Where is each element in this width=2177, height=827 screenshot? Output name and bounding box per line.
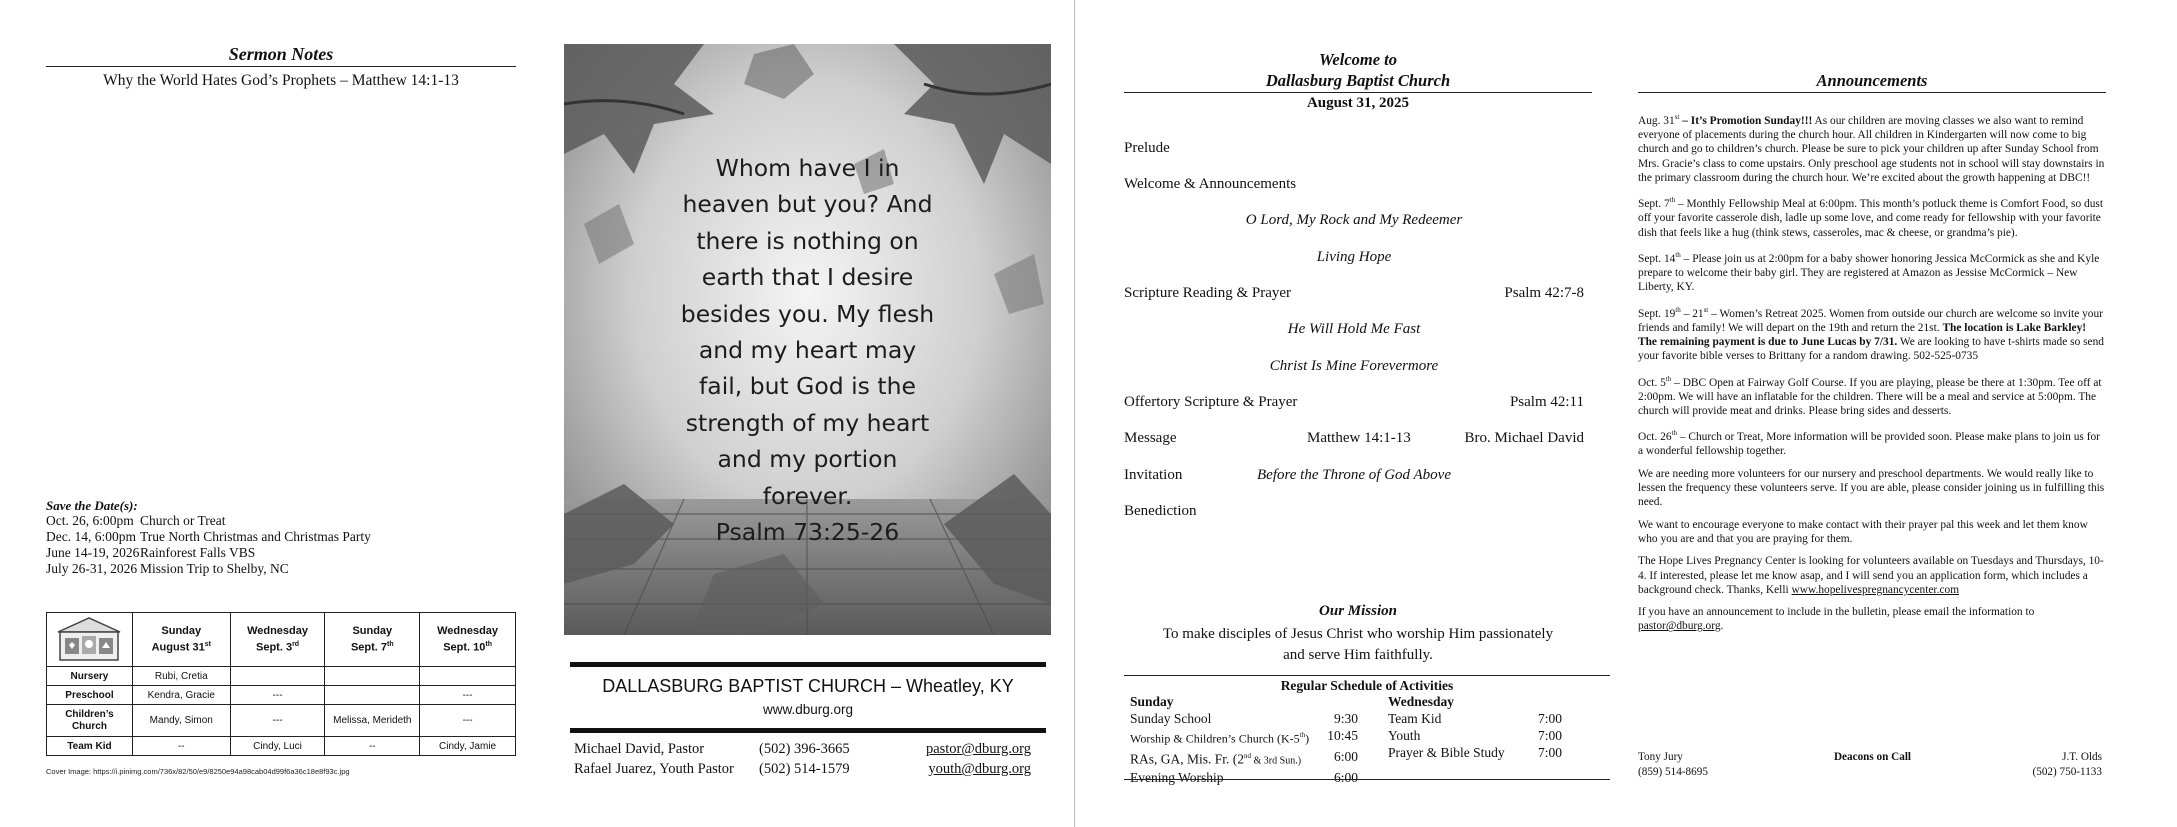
verse-line: strength of my heart <box>685 408 930 437</box>
cover-image-credit: Cover Image: https://i.pinimg.com/736x/82/50/e9/8250e94a98cab04d99f6a36c18e8f93c.jpg <box>46 767 350 776</box>
family-logo-icon <box>54 614 124 662</box>
table-row <box>47 737 516 756</box>
pastor-email-link[interactable]: pastor@dburg.org <box>1638 620 1721 633</box>
event-name: Church or Treat <box>140 513 226 528</box>
table-cell <box>325 686 420 705</box>
verse-line: fail, but God is the <box>699 372 916 401</box>
table-cell: Cindy, Luci <box>230 737 325 756</box>
save-the-date-list <box>46 513 371 577</box>
announcement-item: Sept. 7th – Monthly Fellowship Meal at 6:00pm. This month’s potluck theme is Comfort Food, so dust off your favorite casserole dish, ladle up some love, and come ready for fellowship with your favorite dish that feels like a hug (think stews, casseroles, mac & cheese, or grandma’s pie). <box>1638 196 2103 239</box>
table-cell: -- <box>325 737 420 756</box>
welcome-rule <box>1124 92 1592 93</box>
schedule-rule-bottom <box>1124 779 1610 780</box>
scripture-reference: Psalm 42:7-8 <box>1504 285 1584 301</box>
worship-item-label: Message <box>1124 430 1177 446</box>
mission-line: To make disciples of Jesus Christ who worship Him passionately <box>1162 626 1554 642</box>
table-cell: --- <box>230 705 325 737</box>
worship-item-message <box>1124 429 1584 447</box>
event-name: Rainforest Falls VBS <box>140 545 256 560</box>
sermon-notes-rule <box>46 66 516 67</box>
save-the-date-heading: Save the Date(s): <box>46 498 138 513</box>
event-date: July 26-31, 2026 <box>46 561 138 576</box>
worship-item-offertory <box>1124 393 1584 411</box>
event-date: June 14-19, 2026 <box>46 545 140 560</box>
sermon-title: Why the World Hates God’s Prophets – Matthew 14:1-13 <box>103 72 459 89</box>
table-cell: Mandy, Simon <box>132 705 230 737</box>
list-item <box>46 529 371 545</box>
deacon-phone: (859) 514-8695 <box>1638 766 1708 778</box>
announcement-item: Oct. 26th – Church or Treat, More information will be provided soon. Please make plans to join us for a wonderful fellowship together. <box>1638 429 2100 458</box>
verse-line: earth that I desire <box>701 263 914 292</box>
table-cell: --- <box>420 686 516 705</box>
list-item <box>46 513 371 529</box>
announcement-item: The Hope Lives Pregnancy Center is looking for volunteers available on Tuesdays and Thursdays, 10-4. If interested, please let me know asap, and I will send you an application form, which includes a background check. Thanks, Kelli www.hopelivespregnancycenter.com <box>1638 555 2104 596</box>
service-date: August 31, 2025 <box>1306 95 1410 111</box>
list-item: Sunday School 9:30 <box>1130 711 1358 726</box>
deacons-heading: Deacons on Call <box>1833 751 1912 763</box>
verse-line: besides you. My flesh <box>680 299 935 328</box>
sermon-notes-title: Sermon Notes <box>228 44 334 64</box>
deacon-name: J.T. Olds <box>2062 751 2102 763</box>
staff-phone: (502) 514-1579 <box>759 761 850 777</box>
worship-song: Living Hope <box>1316 249 1392 265</box>
church-website: www.dburg.org <box>762 702 854 717</box>
announcement-item: We are needing more volunteers for our nursery and preschool departments. We would really like to lessen the frequency these volunteers serve. If you are able, please consider joining us in fulfilling this need. <box>1638 467 2105 509</box>
message-speaker: Bro. Michael David <box>1464 430 1584 446</box>
table-cell: --- <box>420 705 516 737</box>
verse-line: there is nothing on <box>696 226 919 255</box>
event-name: True North Christmas and Christmas Party <box>140 529 371 544</box>
table-cell <box>420 667 516 686</box>
table-cell: -- <box>132 737 230 756</box>
table-cell: --- <box>230 686 325 705</box>
verse-line: heaven but you? And <box>682 190 933 219</box>
cover-verse <box>564 150 1051 550</box>
worship-item-prelude: Prelude <box>1124 140 1170 156</box>
family-logo-cell <box>47 613 133 667</box>
schedule-rule-top <box>1124 675 1610 676</box>
table-header-row <box>47 613 516 667</box>
mission-line: and serve Him faithfully. <box>1283 647 1433 663</box>
page-fold-divider <box>1074 0 1075 827</box>
list-item <box>46 561 371 577</box>
role-cell: Team Kid <box>47 737 133 756</box>
verse-line: and my portion <box>717 445 898 474</box>
worship-item-welcome: Welcome & Announcements <box>1124 176 1297 192</box>
schedule-title: Regular Schedule of Activities <box>1280 678 1454 693</box>
role-cell: Nursery <box>47 667 133 686</box>
announcements-rule <box>1638 92 2106 93</box>
scripture-reference: Psalm 42:11 <box>1509 394 1584 410</box>
church-rule-top <box>570 662 1046 667</box>
table-row <box>47 705 516 737</box>
worship-song: O Lord, My Rock and My Redeemer <box>1245 212 1463 228</box>
worship-item-invitation <box>1124 466 1584 484</box>
staff-phone: (502) 396-3665 <box>759 741 850 757</box>
staff-name: Rafael Juarez, Youth Pastor <box>574 761 734 777</box>
table-row <box>47 667 516 686</box>
column-header: Wednesday Sept. 10th <box>420 613 516 667</box>
event-date: Oct. 26, 6:00pm <box>46 513 134 528</box>
announcements-title: Announcements <box>1816 71 1928 90</box>
verse-line: forever. <box>762 481 853 510</box>
column-header: Sunday Sept. 7th <box>325 613 420 667</box>
worship-song: He Will Hold Me Fast <box>1287 321 1421 337</box>
mission-statement <box>1124 624 1592 666</box>
verse-reference: Psalm 73:25-26 <box>715 518 900 547</box>
staff-email-link[interactable]: pastor@dburg.org <box>925 741 1031 757</box>
list-item: Worship & Children’s Church (K-5th) 10:45 <box>1130 728 1358 746</box>
announcement-item: If you have an announcement to include in the bulletin, please email the information to pastor@dburg.org. <box>1638 606 2035 633</box>
table-cell: Rubi, Cretia <box>132 667 230 686</box>
announcement-item: Sept. 19th – 21st – Women’s Retreat 2025. Women from outside our church are welcome so invite your friends and family! We will depart on the 19th and return the 21st. The location is Lake Barkley! The remaining payment is due to June Lucas by 7/31. We are looking to have t-shirts made so send your favorite bible verses to Brittany for a random drawing. 502-525-0735 <box>1638 305 2104 363</box>
announcements-body <box>1638 110 2106 642</box>
church-rule-bottom <box>570 728 1046 733</box>
worship-item-label: Scripture Reading & Prayer <box>1124 285 1292 301</box>
announcement-item: Sept. 14th – Please join us at 2:00pm for a baby shower honoring Jessica McCormick as she and Kyle prepare to welcome their baby girl. They are registered at Amazon as Jessise McCormick – New Liberty, KY. <box>1638 250 2100 294</box>
sunday-schedule <box>1130 693 1358 786</box>
announcement-item: We want to encourage everyone to make contact with their prayer pal this week and let them know who you are and that you are praying for them. <box>1638 518 2088 545</box>
role-cell: Preschool <box>47 686 133 705</box>
list-item: Evening Worship 6:00 <box>1130 770 1358 785</box>
list-item <box>46 545 371 561</box>
pregnancy-center-link[interactable]: www.hopelivespregnancycenter.com <box>1791 583 1960 596</box>
event-name: Mission Trip to Shelby, NC <box>140 561 289 576</box>
table-cell <box>230 667 325 686</box>
worship-item-label: Invitation <box>1124 467 1183 483</box>
volunteer-schedule-table <box>46 612 516 756</box>
table-cell: Melissa, Merideth <box>325 705 420 737</box>
welcome-heading: Welcome to <box>1318 50 1398 69</box>
table-row <box>47 686 516 705</box>
event-date: Dec. 14, 6:00pm <box>46 529 136 544</box>
worship-item-benediction: Benediction <box>1124 503 1197 519</box>
announcement-item: Oct. 5th – DBC Open at Fairway Golf Course. If you are playing, please be there at 1:30pm. Tee off at 2:00pm. We will have an inflatable for the children. There will be a meal and service at 5:00pm. The church will provide meat and drinks. Please bring sides and desserts. <box>1638 374 2102 418</box>
list-item: RAs, GA, Mis. Fr. (2nd & 3rd Sun.) 6:00 <box>1130 748 1358 766</box>
deacons-on-call <box>1638 750 2102 780</box>
deacon-phone: (502) 750-1133 <box>2032 766 2102 778</box>
staff-name: Michael David, Pastor <box>574 741 705 757</box>
wednesday-heading: Wednesday <box>1388 694 1455 709</box>
worship-item-scripture <box>1124 284 1584 302</box>
church-name: DALLASBURG BAPTIST CHURCH – Wheatley, KY <box>602 676 1014 696</box>
staff-row <box>574 741 1031 758</box>
list-item: Team Kid 7:00 <box>1388 711 1562 726</box>
message-reference: Matthew 14:1-13 <box>1307 430 1411 446</box>
worship-item-label: Offertory Scripture & Prayer <box>1124 394 1298 410</box>
table-cell: Kendra, Gracie <box>132 686 230 705</box>
verse-line: Whom have I in <box>715 154 900 182</box>
list-item: Prayer & Bible Study 7:00 <box>1388 745 1562 760</box>
welcome-church-name: Dallasburg Baptist Church <box>1265 71 1451 90</box>
table-cell <box>325 667 420 686</box>
mission-title: Our Mission <box>1319 603 1397 619</box>
list-item: Youth 7:00 <box>1388 728 1562 743</box>
worship-song: Christ Is Mine Forevermore <box>1269 358 1439 374</box>
sunday-heading: Sunday <box>1130 694 1174 709</box>
wednesday-schedule <box>1388 693 1562 761</box>
announcement-item: Aug. 31st – It’s Promotion Sunday!!! As our children are moving classes we also want to remind everyone of placements during the church hour. All children in Kindergarten will now come to big church and go to children’s church. Please be sure to pick your children up after Sunday School from Mrs. Gracie’s class to come upstairs. Only preschool age students not in school will stay downstairs in the primary classroom during the church hour. We’re excited about the growth happening at DBC!! <box>1638 113 2105 184</box>
table-cell: Cindy, Jamie <box>420 737 516 756</box>
verse-line: and my heart may <box>698 336 917 365</box>
deacon-name: Tony Jury <box>1638 751 1683 763</box>
invitation-song: Before the Throne of God Above <box>1257 467 1451 483</box>
role-cell: Children’s Church <box>47 705 133 737</box>
column-header: Wednesday Sept. 3rd <box>230 613 325 667</box>
column-header: Sunday August 31st <box>132 613 230 667</box>
staff-email-link[interactable]: youth@dburg.org <box>928 761 1031 777</box>
staff-row <box>574 761 1031 778</box>
